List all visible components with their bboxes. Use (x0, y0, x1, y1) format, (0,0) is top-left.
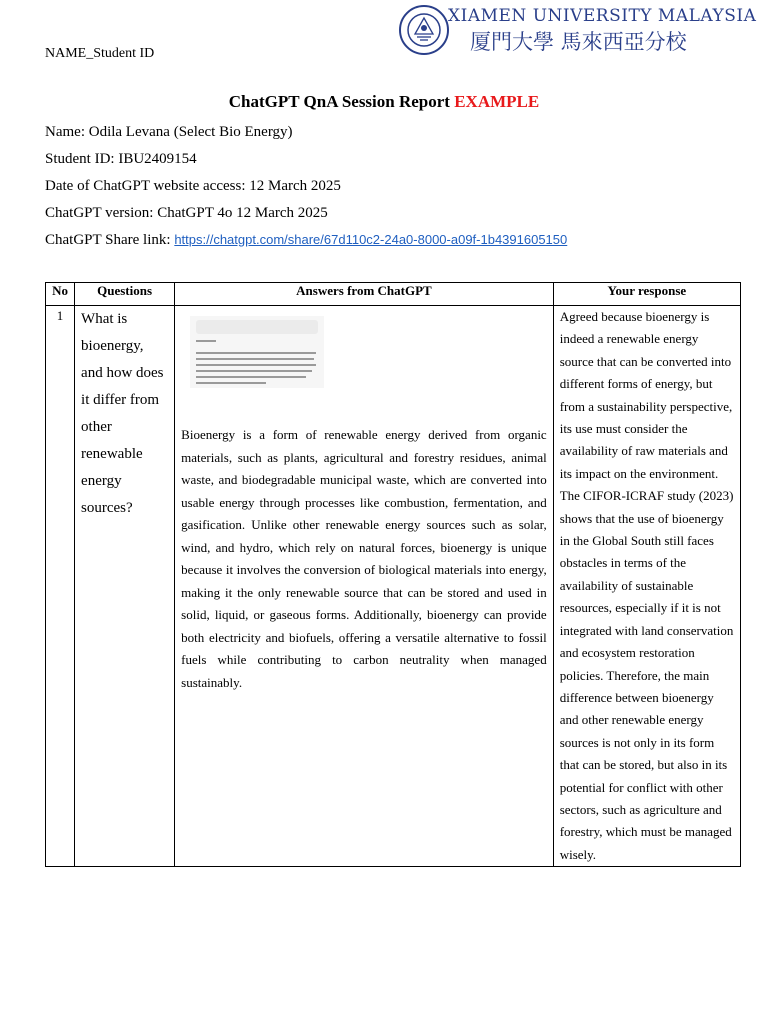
share-link[interactable]: https://chatgpt.com/share/67d110c2-24a0-8000-a09f-1b4391605150 (174, 232, 568, 247)
info-version: ChatGPT version: ChatGPT 4o 12 March 2025 (45, 205, 328, 221)
share-link-label: ChatGPT Share link: (45, 232, 171, 248)
row-number: 1 (46, 306, 75, 867)
report-title-highlight: EXAMPLE (454, 92, 540, 111)
report-title-text: ChatGPT QnA Session Report (228, 92, 450, 111)
header-no: No (46, 283, 75, 306)
info-name: Name: Odila Levana (Select Bio Energy) (45, 124, 293, 140)
logo-text-english: XIAMEN UNIVERSITY MALAYSIA (448, 6, 757, 26)
qa-table (45, 282, 741, 867)
header-response: Your response (553, 283, 740, 306)
chat-screenshot-thumbnail (190, 316, 324, 388)
info-student-id: Student ID: IBU2409154 (45, 151, 197, 167)
row-answer-cell (175, 306, 554, 867)
header-questions: Questions (75, 283, 175, 306)
university-seal-icon (398, 4, 450, 56)
name-student-id-label: NAME_Student ID (45, 46, 155, 61)
report-title (0, 92, 768, 112)
table-header-row (46, 283, 741, 306)
row-response: Agreed because bioenergy is indeed a renewable energy source that can be converted into different forms of energy, but from a sustainability perspective, its use must consider the availability of raw materials and its impact on the environment. The CIFOR-ICRAF study (2023) shows that the use of bioenergy in the Global South still faces obstacles in terms of the availability of sustainable resources, especially if it is not integrated with land conservation and ecosystem restoration policies. Therefore, the main difference between bioenergy and other renewable energy sources is not only in its form that can be stored, but also in its potential for conflict with other sectors, such as agriculture and forestry, which must be managed wisely. (553, 306, 740, 867)
logo-text-chinese: 厦門大學 馬來西亞分校 (470, 30, 687, 54)
info-access-date: Date of ChatGPT website access: 12 March 2025 (45, 178, 341, 194)
university-logo (396, 2, 757, 58)
table-row (46, 306, 741, 867)
row-question: What is bioenergy, and how does it differ from other renewable energy sources? (75, 306, 175, 867)
header-answers: Answers from ChatGPT (175, 283, 554, 306)
row-answer-text: Bioenergy is a form of renewable energy derived from organic materials, such as plants, agricultural and forestry residues, animal waste, and biodegradable municipal waste, which are converted into usable energy through processes like combustion, fermentation, and gasification. Unlike other renewable energy sources such as solar, wind, and hydro, which rely on natural forces, bioenergy is unique because it involves the conversion of biological materials into energy, making it the only renewable source that can be stored and used in solid, liquid, or gaseous forms. Additionally, bioenergy can provide both electricity and biofuels, offering a versatile alternative to fossil fuels while contributing to carbon neutrality when managed sustainably. (181, 427, 547, 690)
info-share-link-row (45, 232, 567, 249)
